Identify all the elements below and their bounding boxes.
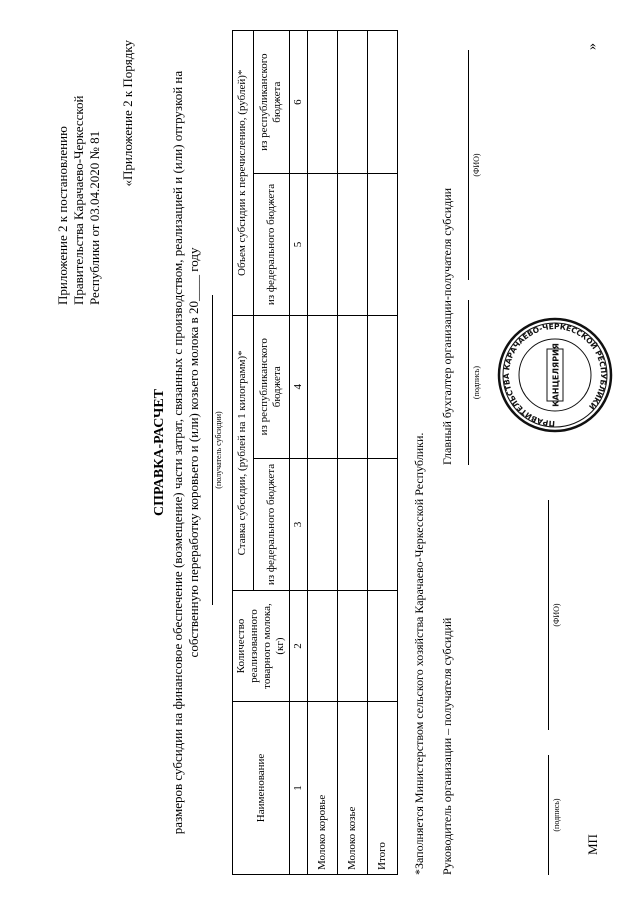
official-stamp [495,315,615,435]
head-fio-line [548,500,549,730]
table-cell[interactable] [368,31,398,174]
decree-line-1: Приложение 2 к постановлению [55,126,70,305]
row-label-total: Итого [368,701,398,874]
table-cell[interactable] [368,591,398,702]
header-volume: Объем субсидии к перечислению, (рублей)* [233,31,254,316]
decree-header [55,45,103,305]
svg-text:ПРАВИТЕЛЬСТВА КАРАЧАЕВО-ЧЕРКЕС: ПРАВИТЕЛЬСТВА КАРАЧАЕВО-ЧЕРКЕССКОЙ РЕСПУБЛИКИ [501,321,609,429]
table-cell[interactable] [308,591,338,702]
header-quantity: Количество реализованного товарного молока, (кг) [233,591,290,702]
accountant-signature-caption: (подпись) [472,365,481,400]
table-cell[interactable] [338,174,368,315]
header-volume-republic: из республиканского бюджета [253,31,289,174]
table-cell[interactable] [308,315,338,458]
header-volume-federal: из федерального бюджета [253,174,289,315]
column-number: 5 [290,174,308,315]
header-rate: Ставка субсидии, (рублей на 1 килограмм)* [233,315,254,591]
header-name: Наименование [233,701,290,874]
table-row [368,31,398,875]
column-number: 6 [290,31,308,174]
table-cell[interactable] [338,31,368,174]
column-number: 3 [290,458,308,590]
table-row [308,31,338,875]
accountant-signature-line [468,300,469,465]
head-signature-caption: (подпись) [552,798,561,832]
column-number-row [290,31,308,875]
column-number: 1 [290,701,308,874]
column-number: 2 [290,591,308,702]
recipient-line [212,295,213,605]
header-rate-federal: из федерального бюджета [253,458,289,590]
row-label-cow-milk: Молоко коровье [308,701,338,874]
footnote: *Заполняется Министерством сельского хозяйства Карачаево-Черкесской Республики. [412,432,426,875]
table-cell[interactable] [338,458,368,590]
row-label-goat-milk: Молоко козье [338,701,368,874]
head-fio-caption: (ФИО) [552,603,561,627]
head-signature-line [548,755,549,875]
subsidy-table [232,30,398,875]
accountant-fio-caption: (ФИО) [472,153,481,177]
decree-line-2: Правительства Карачаево-Черкесской [71,95,86,305]
table-cell[interactable] [338,591,368,702]
table-cell[interactable] [368,174,398,315]
accountant-fio-line [468,50,469,280]
table-cell[interactable] [368,458,398,590]
document-title: СПРАВКА-РАСЧЕТ [152,388,167,517]
closing-quote: » [585,43,600,50]
accountant-signature-label: Главный бухгалтер организации-получателя субсидии [440,187,454,465]
table-cell[interactable] [368,315,398,458]
order-appendix-label: «Приложение 2 к Порядку [120,40,135,187]
document-subtitle: размеров субсидии на финансовое обеспечение (возмещение) части затрат, связанных с производством, реализацией и (или) отгрузкой на собственную переработку коровьего и (или) козьего молока в 20____ году [170,70,201,835]
header-rate-republic: из республиканского бюджета [253,315,289,458]
seal-place-label: МП [585,834,600,855]
table-cell[interactable] [308,174,338,315]
table-cell[interactable] [338,315,368,458]
decree-line-3: Республики от 03.04.2020 № 81 [87,130,102,305]
table-cell[interactable] [308,458,338,590]
svg-text:КАНЦЕЛЯРИЯ: КАНЦЕЛЯРИЯ [551,343,561,407]
table-cell[interactable] [308,31,338,174]
column-number: 4 [290,315,308,458]
table-row [338,31,368,875]
head-signature-label: Руководитель организации – получателя субсидий [440,617,454,875]
recipient-caption: (получатель субсидии) [214,411,223,489]
